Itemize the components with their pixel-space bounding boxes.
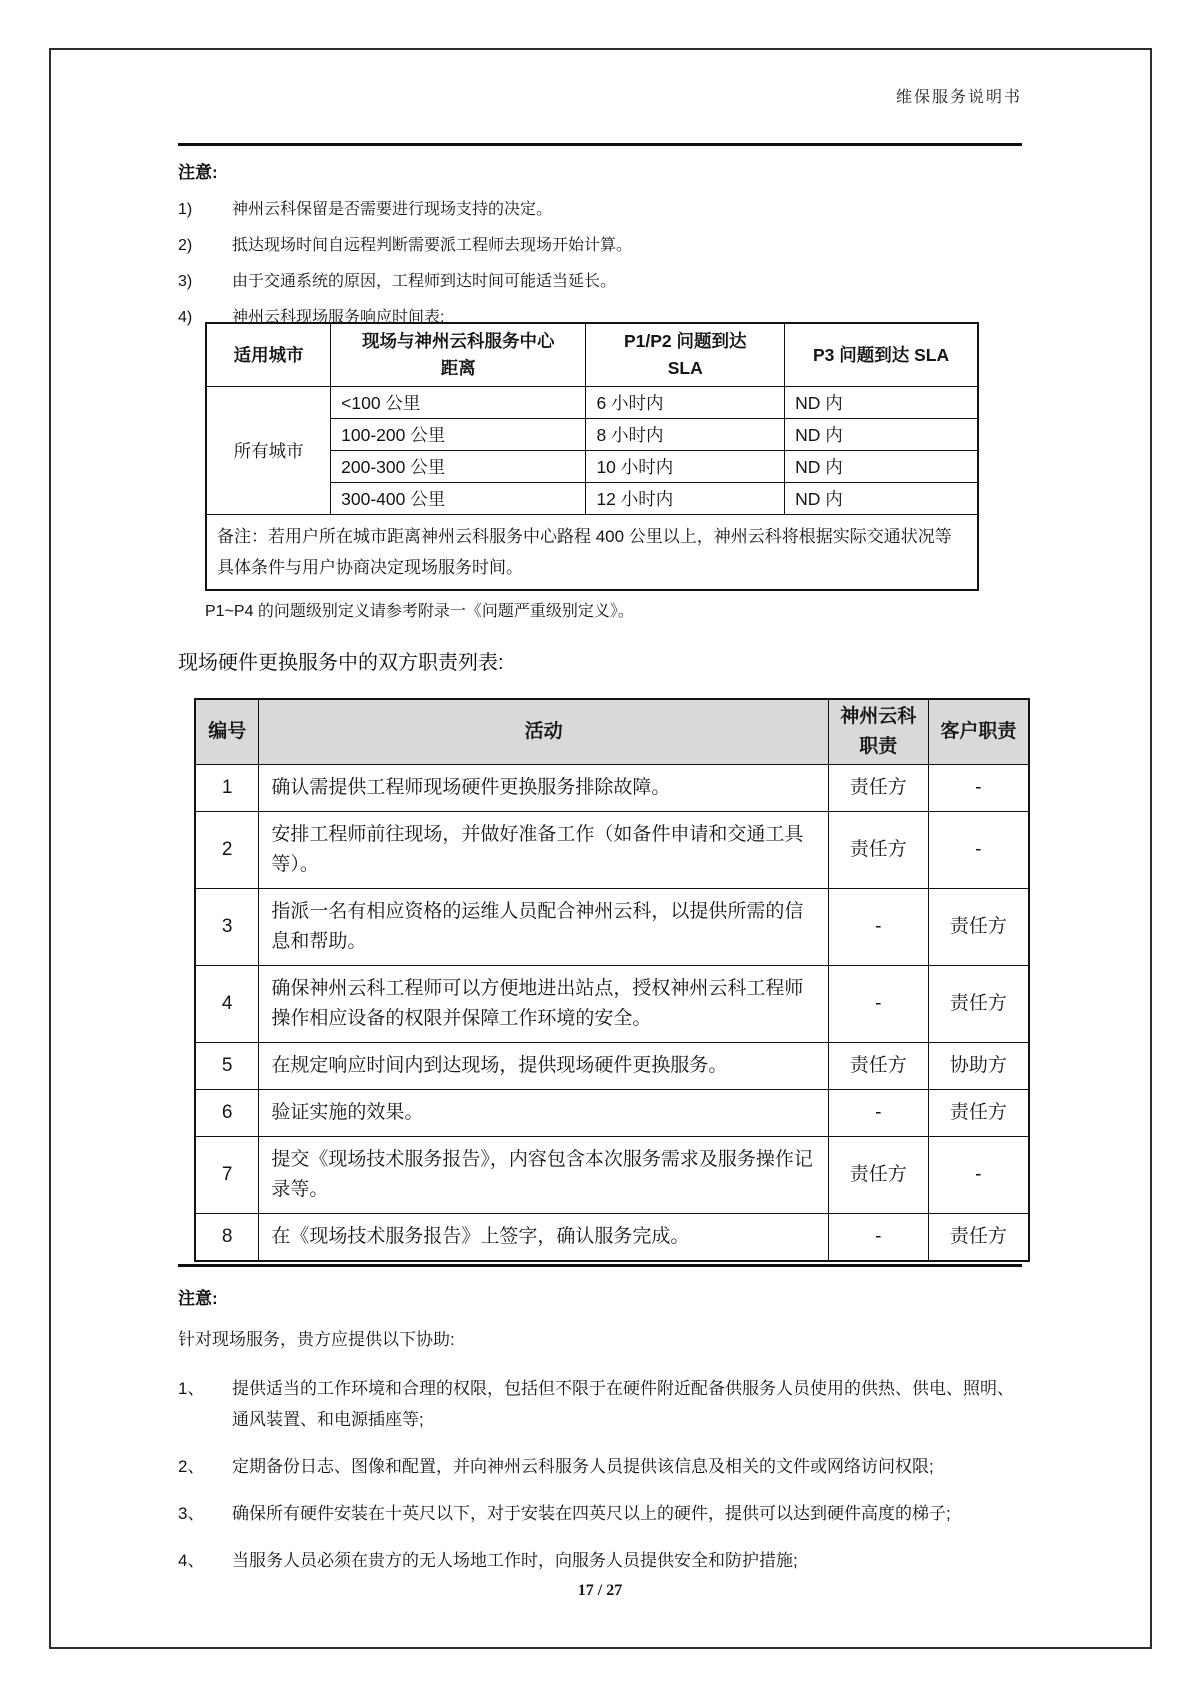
- column-header-activity: 活动: [259, 699, 829, 765]
- customer-duty-cell: 责任方: [928, 966, 1029, 1043]
- distance-cell: <100 公里: [331, 387, 586, 419]
- list-item-text: 当服务人员必须在贵方的无人场地工作时，向服务人员提供安全和防护措施;: [232, 1551, 798, 1570]
- row-number-cell: 1: [195, 765, 259, 812]
- row-number-cell: 3: [195, 889, 259, 966]
- list-item-number: 1): [178, 201, 193, 218]
- responsibilities-table: [194, 698, 1030, 1262]
- activity-cell: 指派一名有相应资格的运维人员配合神州云科，以提供所需的信息和帮助。: [259, 889, 829, 966]
- list-item: [178, 192, 1024, 228]
- list-item-text: 抵达现场时间自远程判断需要派工程师去现场开始计算。: [232, 237, 633, 254]
- customer-duty-cell: 责任方: [928, 889, 1029, 966]
- p3-sla-cell: ND 内: [785, 483, 978, 515]
- list-item-text: 提供适当的工作环境和合理的权限，包括但不限于在硬件附近配备供服务人员使用的供热、供电、照明、通风装置、和电源插座等;: [232, 1379, 1014, 1429]
- list-item-number: 4): [178, 309, 193, 326]
- p12-sla-cell: 10 小时内: [586, 451, 785, 483]
- list-item-number: 4、: [178, 1551, 205, 1570]
- p-level-definition-note: P1~P4 的问题级别定义请参考附录一《问题严重级别定义》。: [205, 603, 634, 620]
- customer-duty-cell: 协助方: [928, 1043, 1029, 1090]
- table-row: [195, 765, 1029, 812]
- city-cell: 所有城市: [206, 387, 331, 515]
- vendor-duty-cell: 责任方: [828, 1137, 928, 1214]
- column-header-no: 编号: [195, 699, 259, 765]
- table-header-row: [206, 323, 978, 387]
- p12-sla-cell: 8 小时内: [586, 419, 785, 451]
- customer-duty-cell: 责任方: [928, 1090, 1029, 1137]
- list-item-text: 由于交通系统的原因，工程师到达时间可能适当延长。: [232, 273, 617, 290]
- row-number-cell: 8: [195, 1214, 259, 1262]
- customer-duty-cell: -: [928, 1137, 1029, 1214]
- table-row: [195, 1043, 1029, 1090]
- row-number-cell: 4: [195, 966, 259, 1043]
- vendor-duty-cell: -: [828, 889, 928, 966]
- activity-cell: 提交《现场技术服务报告》，内容包含本次服务需求及服务操作记录等。: [259, 1137, 829, 1214]
- vendor-duty-cell: -: [828, 1090, 928, 1137]
- document-header-title: 维保服务说明书: [895, 89, 1022, 106]
- vendor-duty-cell: -: [828, 1214, 928, 1262]
- row-number-cell: 2: [195, 812, 259, 889]
- table-row: [195, 1090, 1029, 1137]
- response-time-table: [205, 322, 979, 591]
- list-item-number: 3、: [178, 1504, 205, 1523]
- list-item-number: 2): [178, 237, 193, 254]
- vendor-duty-cell: 责任方: [828, 1043, 928, 1090]
- column-header-distance: 现场与神州云科服务中心距离: [331, 323, 586, 387]
- table-row: [195, 812, 1029, 889]
- table-row: [206, 387, 978, 419]
- list-item: [178, 1498, 1024, 1529]
- notice-intro-text: 针对现场服务，贵方应提供以下协助:: [178, 1330, 455, 1349]
- table-row: [195, 889, 1029, 966]
- list-item-text: 确保所有硬件安装在十英尺以下，对于安装在四英尺以上的硬件，提供可以达到硬件高度的梯子;: [232, 1504, 951, 1523]
- row-number-cell: 6: [195, 1090, 259, 1137]
- list-item-text: 神州云科现场服务响应时间表:: [232, 309, 445, 326]
- p3-sla-cell: ND 内: [785, 419, 978, 451]
- page-number: 17 / 27: [577, 1582, 623, 1599]
- table-note-cell: 备注：若用户所在城市距离神州云科服务中心路程 400 公里以上，神州云科将根据实际交通状况等具体条件与用户协商决定现场服务时间。: [206, 515, 978, 591]
- column-header-vendor-duty: 神州云科职责: [828, 699, 928, 765]
- customer-duty-cell: -: [928, 765, 1029, 812]
- row-number-cell: 7: [195, 1137, 259, 1214]
- notice-section-bottom: [178, 1284, 1024, 1592]
- section-divider-rule: [178, 1264, 1022, 1267]
- activity-cell: 在《现场技术服务报告》上签字，确认服务完成。: [259, 1214, 829, 1262]
- p3-sla-cell: ND 内: [785, 451, 978, 483]
- list-item-number: 2、: [178, 1457, 205, 1476]
- customer-duty-cell: -: [928, 812, 1029, 889]
- distance-cell: 200-300 公里: [331, 451, 586, 483]
- list-item-number: 3): [178, 273, 193, 290]
- table-header-row: [195, 699, 1029, 765]
- list-item-number: 1、: [178, 1379, 205, 1398]
- p3-sla-cell: ND 内: [785, 387, 978, 419]
- vendor-duty-cell: -: [828, 966, 928, 1043]
- row-number-cell: 5: [195, 1043, 259, 1090]
- vendor-duty-cell: 责任方: [828, 812, 928, 889]
- notice-label: 注意:: [178, 1289, 218, 1308]
- p12-sla-cell: 12 小时内: [586, 483, 785, 515]
- distance-cell: 300-400 公里: [331, 483, 586, 515]
- notice-section-top: [178, 158, 1024, 336]
- column-header-customer-duty: 客户职责: [928, 699, 1029, 765]
- column-header-city: 适用城市: [206, 323, 331, 387]
- list-item: [178, 1373, 1024, 1435]
- distance-cell: 100-200 公里: [331, 419, 586, 451]
- column-header-p3-sla: P3 问题到达 SLA: [785, 323, 978, 387]
- section-title: 现场硬件更换服务中的双方职责列表:: [178, 652, 504, 674]
- table-row: [195, 1137, 1029, 1214]
- header-divider-rule: [178, 143, 1022, 146]
- list-item: [178, 1545, 1024, 1576]
- notice-label: 注意:: [178, 163, 218, 182]
- table-row: [195, 1214, 1029, 1262]
- list-item: [178, 228, 1024, 264]
- list-item-text: 定期备份日志、图像和配置，并向神州云科服务人员提供该信息及相关的文件或网络访问权限;: [232, 1457, 934, 1476]
- activity-cell: 在规定响应时间内到达现场，提供现场硬件更换服务。: [259, 1043, 829, 1090]
- list-item-text: 神州云科保留是否需要进行现场支持的决定。: [232, 201, 553, 218]
- table-note-row: [206, 515, 978, 591]
- customer-duty-cell: 责任方: [928, 1214, 1029, 1262]
- activity-cell: 验证实施的效果。: [259, 1090, 829, 1137]
- activity-cell: 安排工程师前往现场，并做好准备工作（如备件申请和交通工具等）。: [259, 812, 829, 889]
- list-item: [178, 1451, 1024, 1482]
- table-row: [195, 966, 1029, 1043]
- p12-sla-cell: 6 小时内: [586, 387, 785, 419]
- activity-cell: 确认需提供工程师现场硬件更换服务排除故障。: [259, 765, 829, 812]
- vendor-duty-cell: 责任方: [828, 765, 928, 812]
- activity-cell: 确保神州云科工程师可以方便地进出站点，授权神州云科工程师操作相应设备的权限并保障工作环境的安全。: [259, 966, 829, 1043]
- column-header-p12-sla: P1/P2 问题到达 SLA: [586, 323, 785, 387]
- list-item: [178, 264, 1024, 300]
